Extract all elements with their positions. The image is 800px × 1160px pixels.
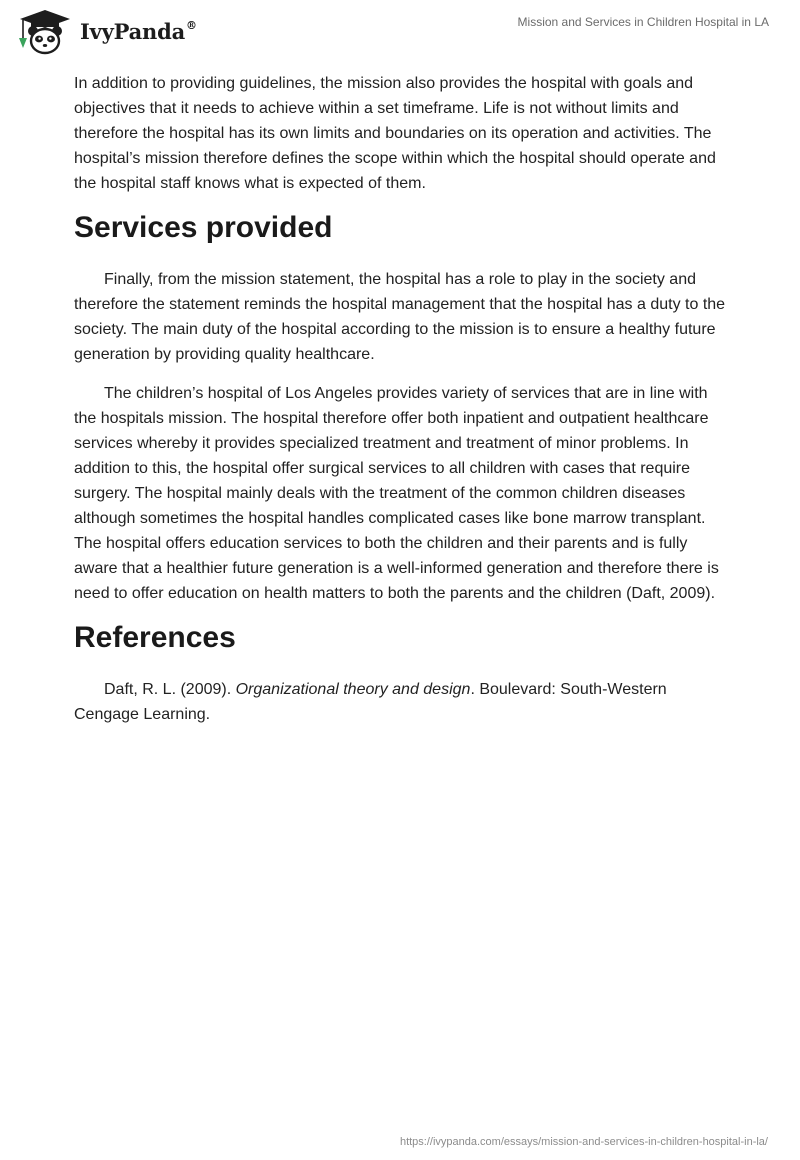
brand-name[interactable]: IvyPanda® [80, 19, 197, 44]
references-heading: References [74, 621, 236, 654]
services-heading: Services provided [74, 211, 333, 244]
running-title: Mission and Services in Children Hospital in LA [517, 15, 769, 29]
ivypanda-logo-icon[interactable] [14, 8, 76, 56]
services-paragraph: Finally, from the mission statement, the hospital has a role to play in the society and therefore the statement reminds the hospital management that the hospital has a duty to the society. The main duty of the hospital according to the mission is to ensure a healthy future generation by providing quality healthcare. [74, 271, 726, 363]
intro-paragraph: In addition to providing guidelines, the mission also provides the hospital with goals and objectives that it needs to achieve within a set timeframe. Life is not without limits and therefore the hospital has its own limits and boundaries on its operation and activities. The hospital’s mission therefore defines the scope within which the hospital should operate and the hospital staff knows what is expected of them. [74, 75, 716, 192]
reference-publisher: . Boulevard: South-Western Cengage Learning. [74, 681, 667, 723]
reference-entry [74, 677, 729, 727]
reference-title: Organizational theory and design [235, 681, 471, 698]
source-url-link[interactable]: https://ivypanda.com/essays/mission-and-services-in-children-hospital-in-la/ [399, 1136, 768, 1148]
services-paragraph: The children’s hospital of Los Angeles provides variety of services that are in line with the hospitals mission. The hospital therefore offer both inpatient and outpatient healthcare services whereby it provides specialized treatment and treatment of minor problems. In addition to this, the hospital offer surgical services to all children with cases that require surgery. The hospital mainly deals with the treatment of the common children diseases although sometimes the hospital handles complicated cases like bone marrow transplant. The hospital offers education services to both the children and their parents and is fully aware that a healthier future generation is a well-informed generation and therefore there is need to offer education on health matters to both the parents and the children (Daft, 2009). [74, 385, 719, 602]
reference-authors: Daft, R. L. (2009). [104, 681, 236, 698]
essay-content [74, 71, 729, 741]
page-header [0, 0, 800, 64]
